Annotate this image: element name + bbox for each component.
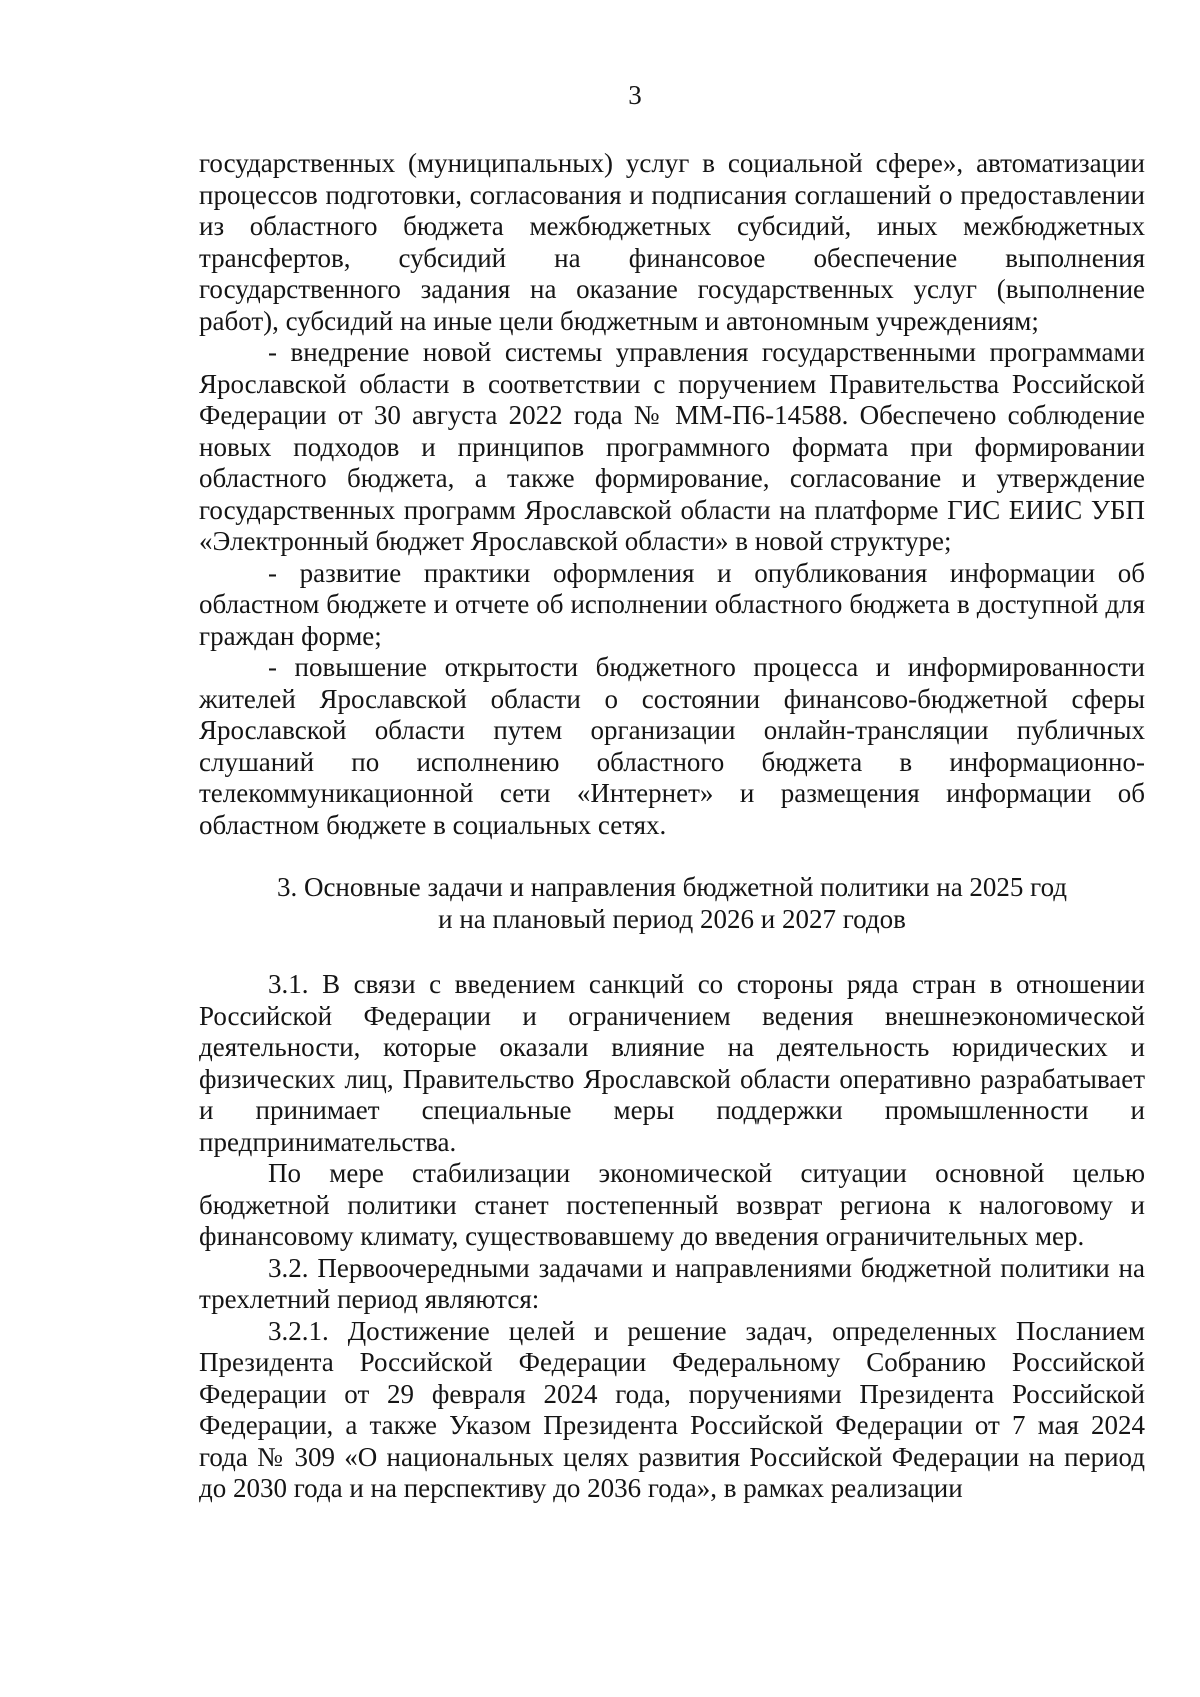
section-heading-line1: 3. Основные задачи и направления бюджетной политики на 2025 год bbox=[276, 872, 1068, 902]
section-heading-line2: и на плановый период 2026 и 2027 годов bbox=[438, 903, 906, 934]
list-item-openness: - повышение открытости бюджетного процесса и информированности жителей Ярославской области о состоянии финансово-бюджетной сферы Ярославской области путем организации онлайн-трансляции публичных слушаний по исполнению областного бюджета в информационно-телекоммуникационной сети «Интернет» и размещения информации об областном бюджете в социальных сетях. bbox=[199, 652, 1145, 840]
paragraph-stabilization: По мере стабилизации экономической ситуации основной целью бюджетной политики станет постепенный возврат региона к налоговому и финансовому климату, существовавшему до введения ограничительных мер. bbox=[199, 1158, 1145, 1251]
list-item-publication: - развитие практики оформления и опубликования информации об областном бюджете и отчете об исполнении областного бюджета в доступной для граждан форме; bbox=[199, 557, 1145, 651]
list-item-programs: - внедрение новой системы управления государственными программами Ярославской области в соответствии с поручением Правительства Российской Федерации от 30 августа 2022 года № ММ-П6-14588. Обеспечено соблюдение новых подходов и принципов программного формата при формировании областного бюджета, а также формирование, согласование и утверждение государственных программ Ярославской области на платформе ГИС ЕИИС УБП «Электронный бюджет Ярославской области» в новой структуре; bbox=[199, 337, 1145, 556]
section-heading bbox=[199, 872, 1145, 935]
paragraph-3-1: 3.1. В связи с введением санкций со стороны ряда стран в отношении Российской Федерации и ограничением ведения внешнеэкономической деятельности, которые оказали влияние на деятельность юридических и физических лиц, Правительство Ярославской области оперативно разрабатывает и принимает специальные меры поддержки промышленности и предпринимательства. bbox=[199, 969, 1145, 1157]
document-body bbox=[199, 148, 1145, 1505]
paragraph-3-2: 3.2. Первоочередными задачами и направлениями бюджетной политики на трехлетний период являются: bbox=[199, 1252, 1145, 1314]
paragraph-3-2-1: 3.2.1. Достижение целей и решение задач, определенных Посланием Президента Российской Федерации Федеральному Собранию Российской Федерации от 29 февраля 2024 года, поручениями Президента Российской Федерации, а также Указом Президента Российской Федерации от 7 мая 2024 года № 309 «О национальных целях развития Российской Федерации на период до 2030 года и на перспективу до 2036 года», в рамках реализации bbox=[199, 1315, 1145, 1503]
paragraph-continuation: государственных (муниципальных) услуг в социальной сфере», автоматизации процессов подготовки, согласования и подписания соглашений о предоставлении из областного бюджета межбюджетных субсидий, иных межбюджетных трансфертов, субсидий на финансовое обеспечение выполнения государственного задания на оказание государственных услуг (выполнение работ), субсидий на иные цели бюджетным и автономным учреждениям; bbox=[199, 148, 1145, 336]
page-number: 3 bbox=[628, 80, 642, 110]
